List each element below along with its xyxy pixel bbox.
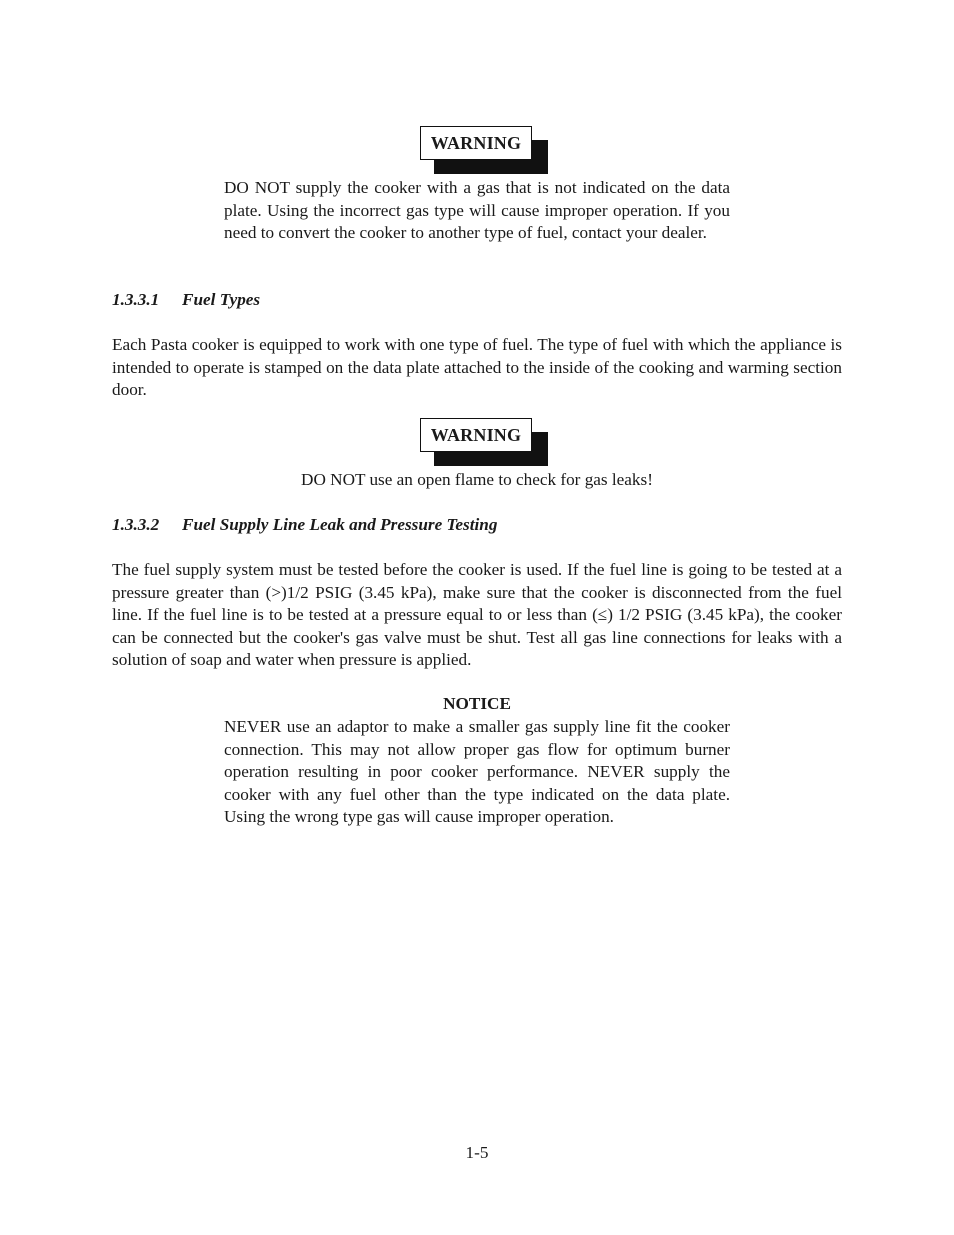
- fuel-types-body: Each Pasta cooker is equipped to work with one type of fuel. The type of fuel with which the appliance is intended to operate is stamped on the data plate attached to the inside of the cooking and warming section door.: [112, 335, 842, 399]
- section-title: Fuel Supply Line Leak and Pressure Testing: [182, 515, 498, 534]
- warning-label-text: WARNING: [420, 126, 532, 160]
- warning-label-text: WARNING: [420, 418, 532, 452]
- warning-2-text: DO NOT use an open flame to check for gas leaks!: [301, 470, 653, 489]
- leak-testing-body: The fuel supply system must be tested before the cooker is used. If the fuel line is going to be tested at a pressure greater than (>)1/2 PSIG (3.45 kPa), make sure that the cooker is disconnected from the fuel line. If the fuel line is to be tested at a pressure equal to or less than (≤) 1/2 PSIG (3.45 kPa), the cooker can be connected but the cooker's gas valve must be shut. Test all gas line connections for leaks with a solution of soap and water when pressure is applied.: [112, 560, 842, 669]
- notice-text: NEVER use an adaptor to make a smaller gas supply line fit the cooker connection. This may not allow proper gas flow for optimum burner operation resulting in poor cooker performance. NEVER supply the cooker with any fuel other than the type indicated on the data plate. Using the wrong type gas will cause improper operation.: [224, 717, 730, 826]
- warning-label-1: [420, 126, 548, 174]
- section-title: Fuel Types: [182, 290, 261, 309]
- page-number: 1-5: [465, 1143, 489, 1162]
- section-heading-leak-testing: [112, 514, 497, 536]
- section-number: 1.3.3.2: [112, 515, 160, 534]
- notice-title: NOTICE: [443, 694, 511, 713]
- section-number: 1.3.3.1: [112, 290, 160, 309]
- section-heading-fuel-types: [112, 289, 260, 311]
- warning-1-text: DO NOT supply the cooker with a gas that is not indicated on the data plate. Using the incorrect gas type will cause improper operation. If you need to convert the cooker to another type of fuel, contact your dealer.: [224, 178, 730, 242]
- warning-label-2: [420, 418, 548, 466]
